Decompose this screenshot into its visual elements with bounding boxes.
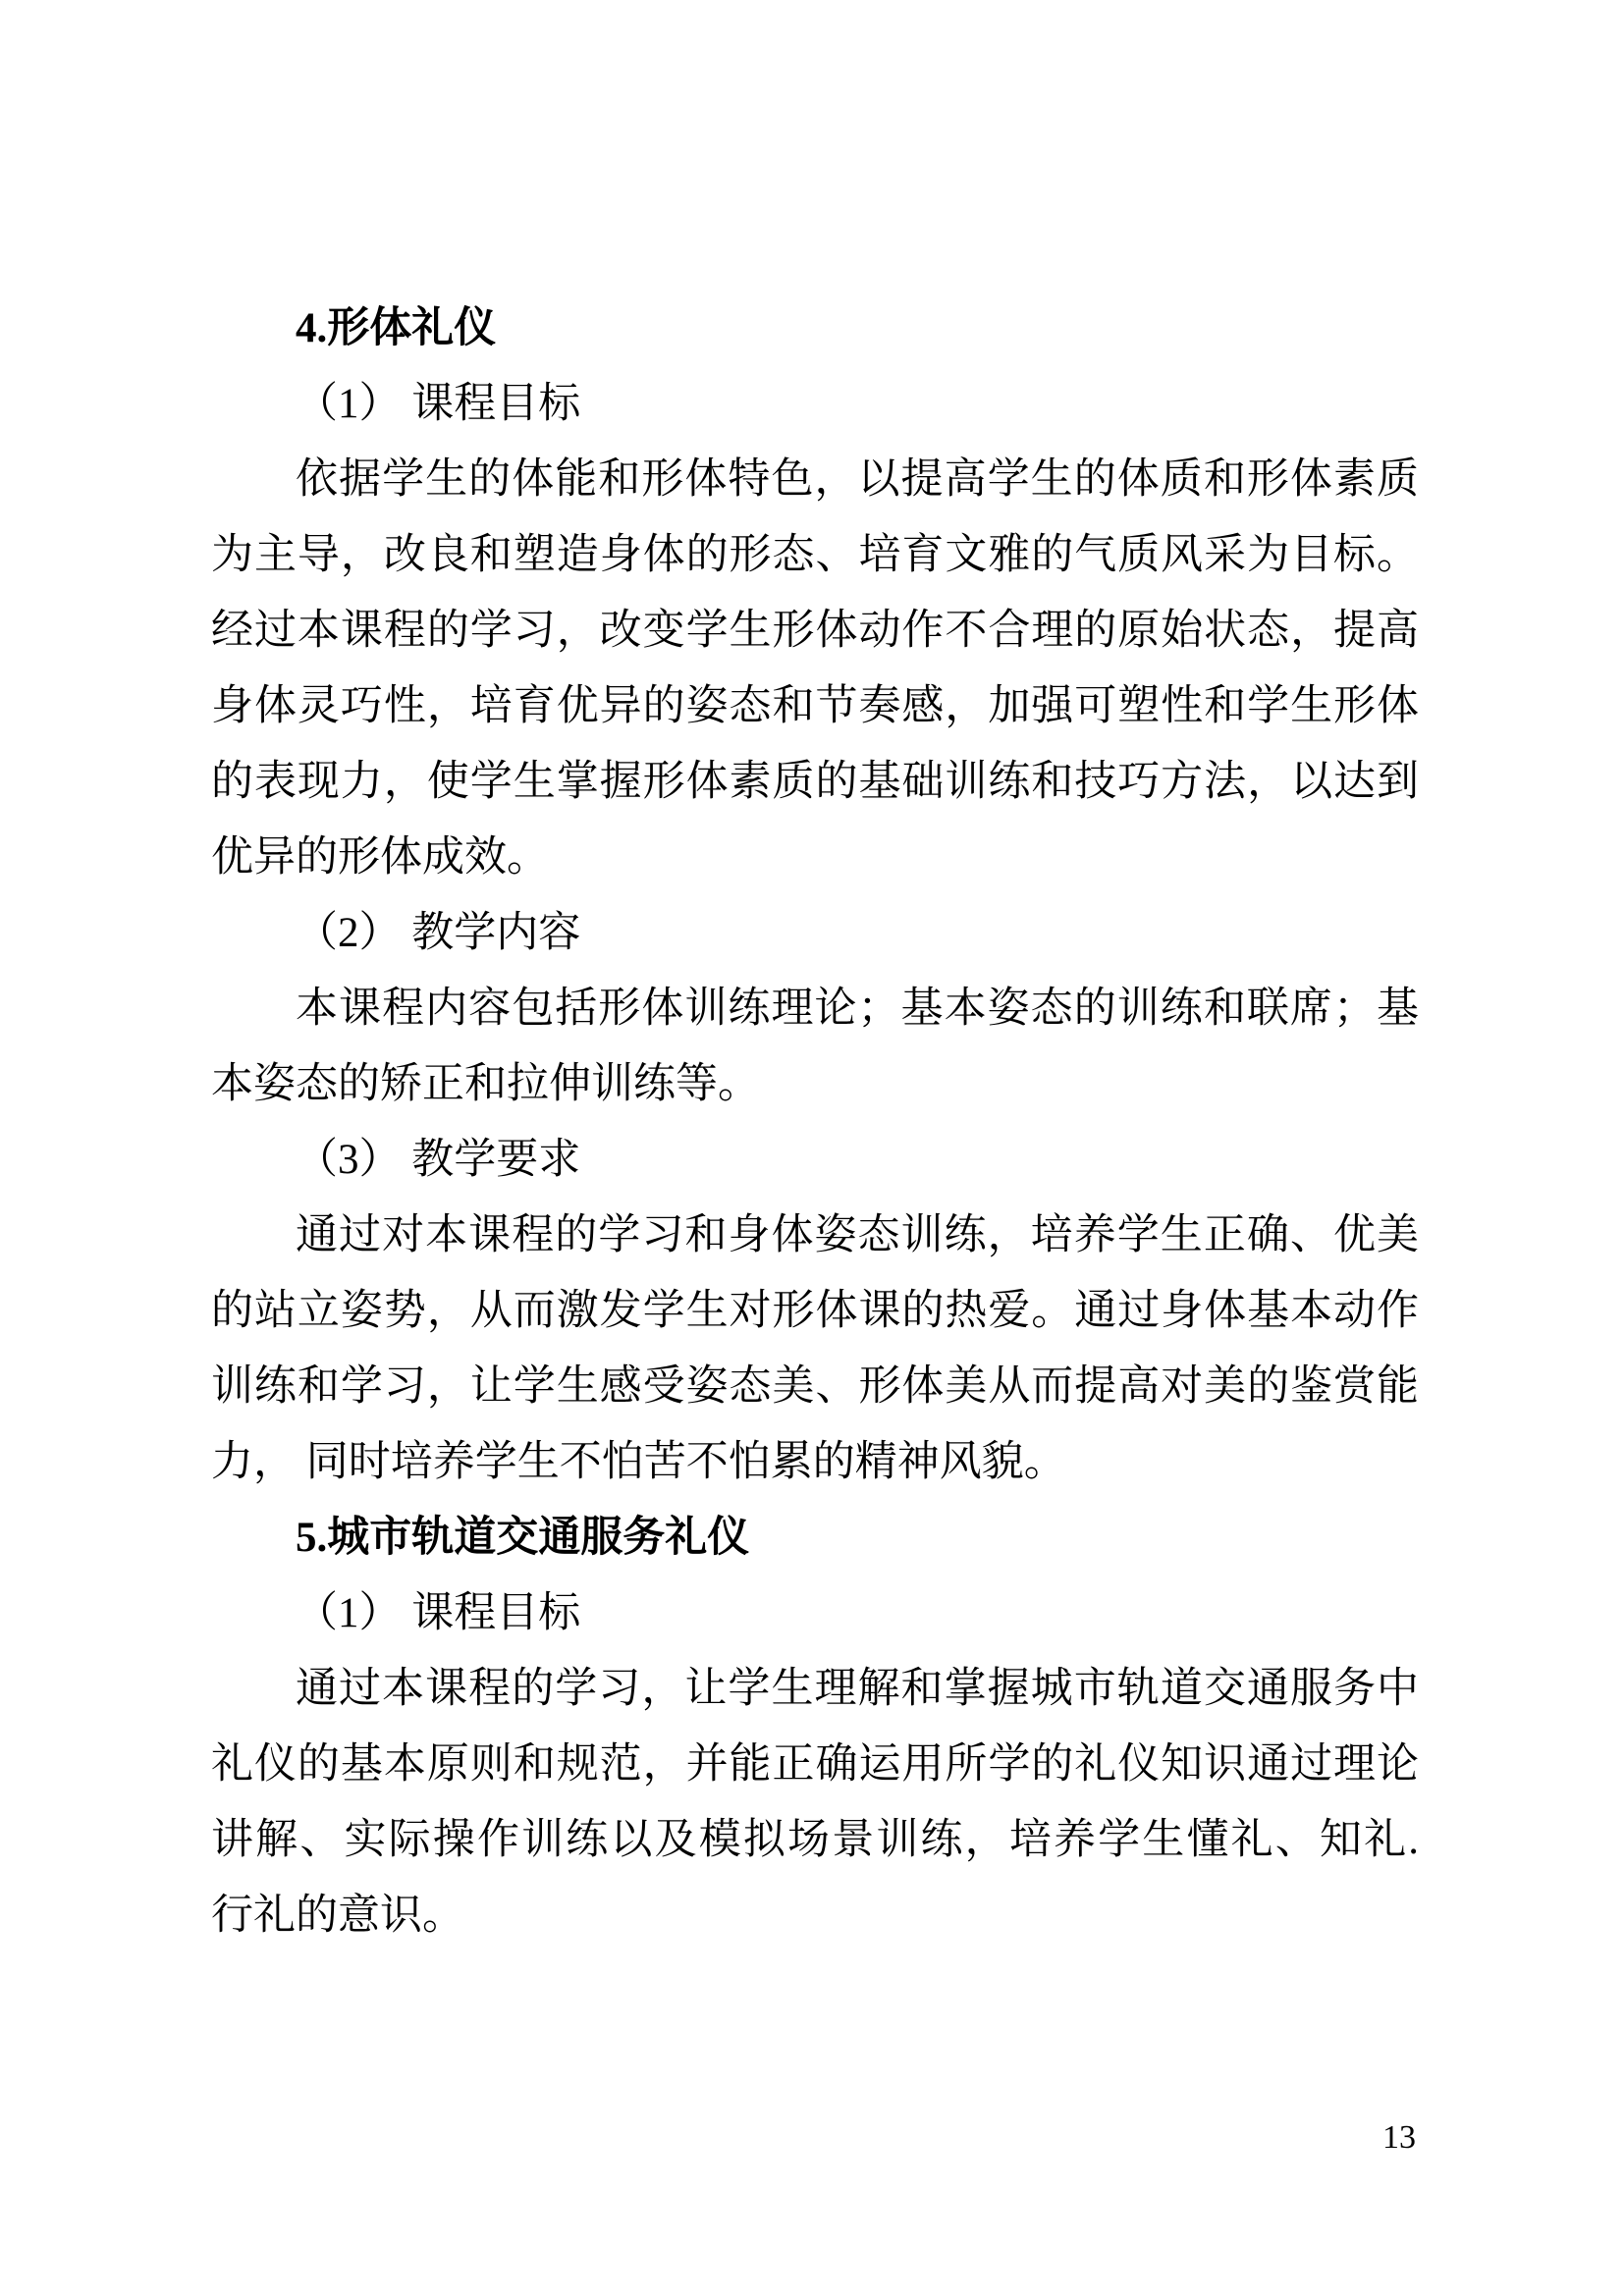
paragraph-line: 行礼的意识。: [211, 1893, 464, 1939]
paragraph-line: 通过对本课程的学习和身体姿态训练，培养学生正确、优美: [296, 1212, 1419, 1258]
heading-rail-transit-etiquette: 5.城市轨道交通服务礼仪: [296, 1515, 750, 1561]
paragraph-line: 的站立姿势，从而激发学生对形体课的热爱。通过身体基本动作: [211, 1288, 1419, 1334]
paragraph-line: 身体灵巧性，培育优异的姿态和节奏感，加强可塑性和学生形体: [211, 683, 1419, 729]
paragraph-line: 优异的形体成效。: [211, 834, 549, 881]
paragraph-line: 讲解、实际操作训练以及模拟场景训练，培养学生懂礼、知礼.: [211, 1817, 1419, 1863]
subheading-course-goal-2: （1） 课程目标: [296, 1590, 581, 1636]
paragraph-line: 礼仪的基本原则和规范，并能正确运用所学的礼仪知识通过理论: [211, 1741, 1419, 1788]
heading-body-etiquette: 4.形体礼仪: [296, 305, 497, 351]
paragraph-line: 本课程内容包括形体训练理论；基本姿态的训练和联席；基: [296, 986, 1419, 1032]
paragraph-line: 本姿态的矫正和拉伸训练等。: [211, 1061, 760, 1107]
subheading-course-goal: （1） 课程目标: [296, 381, 581, 427]
subheading-teaching-requirements: （3） 教学要求: [296, 1137, 581, 1183]
document-text: [211, 291, 1419, 1953]
subheading-teaching-content: （2） 教学内容: [296, 910, 581, 956]
paragraph-line: 力， 同时培养学生不怕苦不怕累的精神风貌。: [211, 1439, 1066, 1485]
page-number: 13: [1382, 2119, 1416, 2156]
paragraph-line: 通过本课程的学习，让学生理解和掌握城市轨道交通服务中: [296, 1666, 1419, 1712]
paragraph-line: 为主导，改良和塑造身体的形态、培育文雅的气质风采为目标。: [211, 532, 1419, 578]
paragraph-line: 训练和学习，让学生感受姿态美、形体美从而提高对美的鉴赏能: [211, 1363, 1419, 1410]
paragraph-line: 的表现力，使学生掌握形体素质的基础训练和技巧方法，以达到: [211, 759, 1419, 805]
paragraph-line: 依据学生的体能和形体特色，以提高学生的体质和形体素质: [296, 456, 1419, 503]
paragraph-line: 经过本课程的学习，改变学生形体动作不合理的原始状态，提高: [211, 608, 1419, 654]
